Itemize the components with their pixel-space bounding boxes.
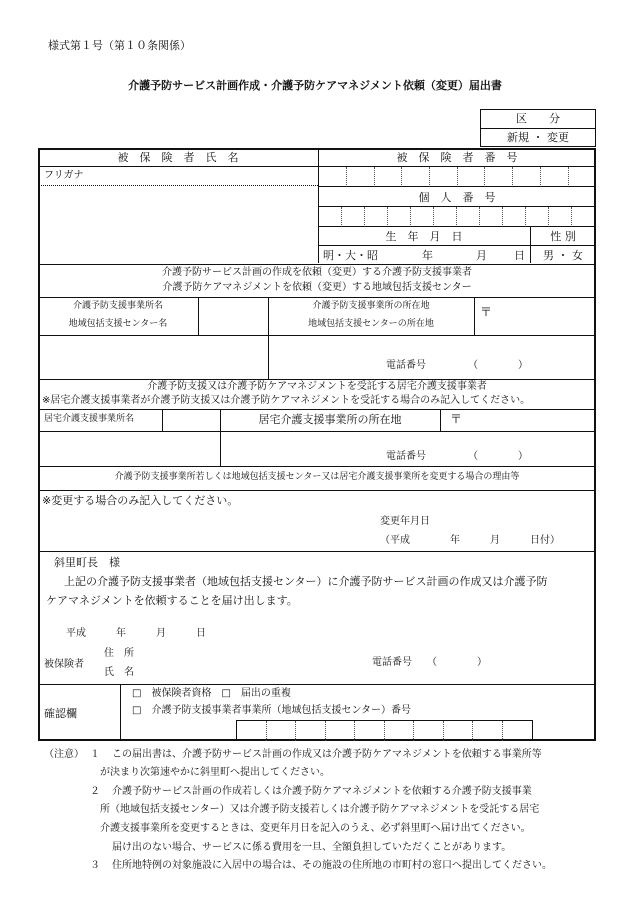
note3-line1: 住所地特例の対象施設に入居中の場合は、その施設の住所地の市町村の窓口へ提出してください。 — [112, 860, 552, 871]
personal-number-field[interactable] — [319, 207, 595, 225]
phone-paren-1[interactable]: （ ） — [468, 360, 528, 371]
birth-day-unit: 日 — [514, 249, 525, 262]
change-date-label: 変更年月日 — [380, 516, 430, 527]
insured-label: 被保険者 — [44, 659, 84, 670]
kubun-value[interactable]: 新規 ・ 変更 — [507, 131, 569, 144]
furigana-label: フリガナ — [44, 170, 84, 181]
gender-header: 性 別 — [550, 230, 576, 243]
center-address-label: 地域包括支援センターの所在地 — [308, 319, 434, 329]
addressee: 斜里町長 様 — [54, 556, 120, 569]
change-reason-field[interactable] — [40, 510, 370, 550]
note2-line2: 所（地域包括支援センター）又は介護予防支援若しくは介護予防ケアマネジメントを受託する居宅 — [100, 804, 540, 815]
home-care-office-name-field[interactable] — [40, 433, 218, 465]
note1-line2: が決まり次第速やかに斜里町へ提出してください。 — [100, 767, 330, 778]
section2-line2: ※居宅介護支援事業者が介護予防支援又は介護予防ケアマネジメントを受託する場合のみ記入してください。 — [42, 395, 531, 406]
form-id: 様式第１号（第１０条関係） — [48, 39, 191, 52]
declaration-line2: ケアマネジメントを依頼することを届け出します。 — [46, 594, 298, 607]
support-office-name-label: 介護予防支援事業所名 — [72, 301, 163, 311]
phone-label-1: 電話番号 — [386, 360, 426, 371]
section1-line1: 介護予防サービス計画の作成を依頼（変更）する介護予防支援事業者 — [162, 267, 472, 278]
declaration-address-field[interactable] — [150, 646, 370, 664]
insured-number-header: 被 保 険 者 番 号 — [396, 151, 518, 164]
declaration-date[interactable]: 平成 年 月 日 — [66, 628, 206, 639]
confirmation-check2[interactable]: □ 介護予防支援事業者事業所（地域包括支援センター）番号 — [132, 705, 412, 716]
home-care-office-address-label: 居宅介護支援事業所の所在地 — [258, 413, 402, 426]
postal-mark-2: 〒 — [450, 412, 463, 426]
section3-note: ※変更する場合のみ記入してください。 — [42, 494, 239, 507]
birth-header: 生 年 月 日 — [385, 230, 463, 243]
confirmation-label: 確認欄 — [44, 707, 77, 720]
phone-label-2: 電話番号 — [386, 451, 426, 462]
gender-options[interactable]: 男 ・ 女 — [543, 249, 583, 262]
insured-name-field[interactable] — [40, 187, 316, 261]
section2-line1: 介護予防支援又は介護予防ケアマネジメントを受託する居宅介護支援事業者 — [147, 381, 487, 392]
support-office-address-field[interactable] — [270, 337, 594, 377]
section3-header: 介護予防支援事業所若しくは地域包括支援センター又は居宅介護支援事業所を変更する場合の理由等 — [114, 472, 520, 482]
declaration-line1: 上記の介護予防支援事業者（地域包括支援センター）に介護予防サービス計画の作成又は介護予防 — [64, 575, 548, 588]
declaration-name-field[interactable] — [150, 665, 370, 683]
insured-address-label: 住 所 — [104, 648, 134, 659]
birth-year-unit: 年 — [422, 249, 433, 262]
note3-number: ３ — [90, 860, 100, 871]
center-name-label: 地域包括支援センター名 — [68, 319, 168, 329]
phone-paren-2[interactable]: （ ） — [468, 451, 528, 462]
kubun-label: 区 分 — [516, 112, 560, 125]
birth-month-unit: 月 — [476, 249, 487, 262]
support-office-address-label: 介護予防支援事業所の所在地 — [312, 301, 430, 311]
era-options[interactable]: 明・大・昭 — [323, 249, 378, 262]
notes-prefix: （注意） — [44, 749, 84, 760]
form-title: 介護予防サービス計画作成・介護予防ケアマネジメント依頼（変更）届出書 — [128, 79, 502, 92]
postal-mark-1: 〒 — [480, 305, 493, 319]
support-office-name-field[interactable] — [40, 337, 266, 377]
change-date-field[interactable]: （平成 年 月 日付） — [380, 535, 560, 546]
note1-number: １ — [90, 749, 100, 760]
note2-number: ２ — [90, 786, 100, 797]
insured-signature-name-label: 氏 名 — [104, 667, 134, 678]
confirmation-check1[interactable]: □ 被保険者資格 □ 届出の重複 — [132, 688, 291, 699]
insured-name-header: 被 保 険 者 氏 名 — [117, 151, 239, 164]
personal-number-header: 個 人 番 号 — [418, 191, 496, 204]
note2-line1: 介護予防サービス計画の作成若しくは介護予防ケアマネジメントを依頼する介護予防支援事業 — [112, 786, 532, 797]
note2-line4: 届け出のない場合、サービスに係る費用を一旦、全額負担していただくことがあります。 — [112, 842, 512, 853]
note2-line3: 介護支援事業所を変更するときは、変更年月日を記入のうえ、必ず斜里町へ届け出てください。 — [100, 823, 531, 834]
note1-line1: この届出書は、介護予防サービス計画の作成又は介護予防ケアマネジメントを依頼する事業所等 — [112, 749, 542, 760]
home-care-office-name-label: 居宅介護支援事業所名 — [44, 414, 135, 424]
declaration-phone[interactable]: 電話番号 （ ） — [372, 657, 487, 668]
section1-line2: 介護予防ケアマネジメントを依頼（変更）する地域包括支援センター — [162, 282, 472, 293]
